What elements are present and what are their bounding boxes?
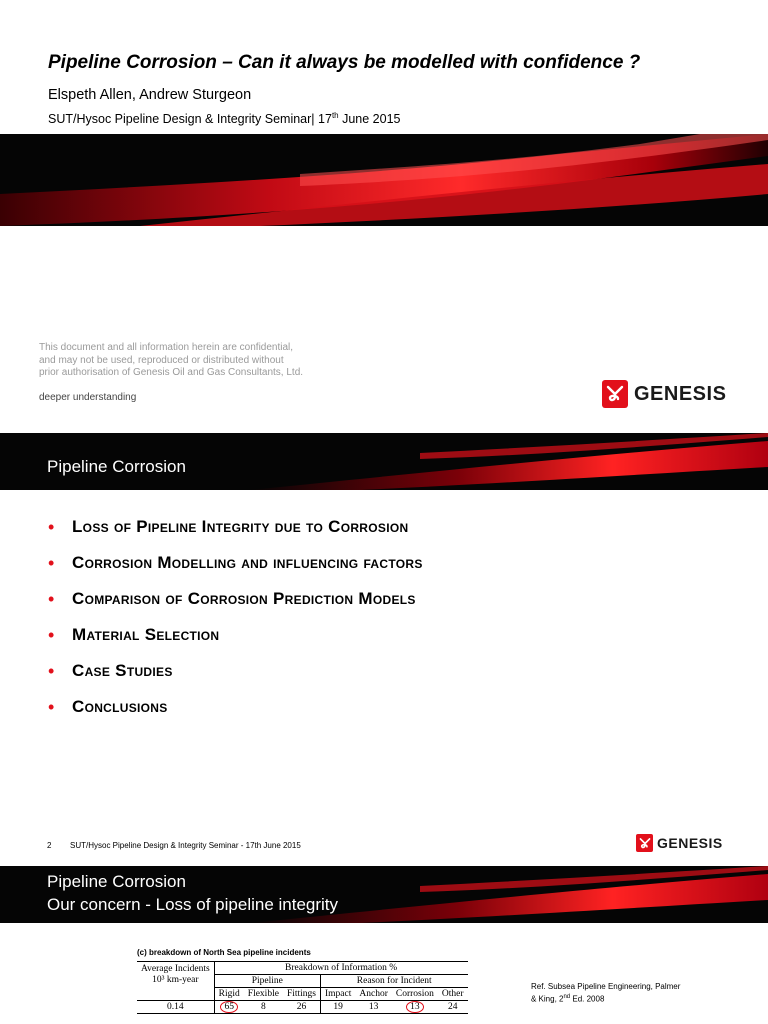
breakdown-header: Breakdown of Information % <box>214 962 467 975</box>
table-cell: 0.14 <box>137 1001 214 1014</box>
table-cell: 24 <box>447 1002 458 1012</box>
page-number: 2 <box>47 841 52 850</box>
banner-graphic <box>0 134 768 226</box>
reference-note <box>531 982 680 1005</box>
reference-text: & King, 2 <box>531 994 564 1004</box>
col-header: Other <box>441 989 464 999</box>
avg-header-line-2: 10³ km-year <box>152 974 199 985</box>
col-header: Impact <box>324 989 352 999</box>
bullet-icon: • <box>48 589 55 609</box>
genesis-logo-icon <box>636 834 653 852</box>
table-cell: 8 <box>260 1002 266 1012</box>
slide3-heading-1: Pipeline Corrosion <box>47 872 186 891</box>
table-row <box>137 1001 468 1014</box>
authors: Elspeth Allen, Andrew Sturgeon <box>48 87 252 103</box>
col-header: Fittings <box>283 988 321 1001</box>
bullet-icon: • <box>48 517 55 537</box>
genesis-logo-text: GENESIS <box>657 835 723 851</box>
section-heading: Pipeline Corrosion <box>47 457 186 476</box>
table-cell: 19 <box>333 1002 343 1012</box>
agenda-item-label: Case Studies <box>72 661 173 680</box>
title-banner <box>0 134 768 226</box>
bullet-icon: • <box>48 553 55 573</box>
seminar-superscript: th <box>331 111 339 120</box>
col-header: Rigid <box>218 989 240 999</box>
agenda-item-label: Conclusions <box>72 697 168 716</box>
agenda-item <box>48 588 423 624</box>
agenda-item-label: Material Selection <box>72 625 220 644</box>
reference-text-end: Ed. 2008 <box>570 994 605 1004</box>
bullet-icon: • <box>48 697 55 717</box>
table-cell: 26 <box>283 1001 321 1014</box>
bullet-icon: • <box>48 661 55 681</box>
section-banner <box>0 433 768 490</box>
slide3-heading-2: Our concern - Loss of pipeline integrity <box>47 895 339 914</box>
col-header: Flexible <box>247 989 279 999</box>
agenda-item <box>48 696 423 732</box>
col-header: Corrosion <box>395 989 434 999</box>
agenda-item <box>48 552 423 588</box>
avg-incidents-header <box>137 962 214 988</box>
confidentiality-notice <box>39 342 303 380</box>
footer-text: SUT/Hysoc Pipeline Design & Integrity Seminar - 17th June 2015 <box>70 841 301 850</box>
agenda-item <box>48 624 423 660</box>
slide3-banner <box>0 866 768 923</box>
tagline: deeper understanding <box>39 392 137 403</box>
agenda-item-label: Comparison of Corrosion Prediction Models <box>72 589 416 608</box>
table-caption: (c) breakdown of North Sea pipeline incidents <box>137 948 311 957</box>
confidential-line-2: and may not be used, reproduced or distributed without <box>39 354 284 366</box>
genesis-logo <box>602 380 726 408</box>
agenda-item-label: Loss of Pipeline Integrity due to Corrosion <box>72 517 409 536</box>
table-cell <box>214 1001 244 1014</box>
col-header: Anchor <box>359 989 388 999</box>
agenda-item <box>48 516 423 552</box>
avg-header-line-1: Average Incidents <box>141 963 210 974</box>
confidential-line-1: This document and all information herein are confidential, <box>39 342 294 353</box>
seminar-line <box>48 111 400 126</box>
reference-line-1: Ref. Subsea Pipeline Engineering, Palmer <box>531 982 681 991</box>
agenda-item <box>48 660 423 696</box>
genesis-logo-small <box>636 834 723 852</box>
agenda-list <box>48 516 423 732</box>
table-cell: 13 <box>368 1002 379 1012</box>
presentation-title: Pipeline Corrosion – Can it always be modelled with confidence ? <box>48 52 641 73</box>
agenda-item-label: Corrosion Modelling and influencing factors <box>72 553 423 572</box>
highlight-circle: 65 <box>220 1001 238 1013</box>
genesis-logo-text: GENESIS <box>634 382 727 405</box>
highlight-circle: 13 <box>406 1001 424 1013</box>
table-cell <box>392 1001 438 1014</box>
reference-line-2 <box>531 992 680 1005</box>
pipeline-group-header: Pipeline <box>214 975 320 988</box>
genesis-logo-icon <box>602 380 628 408</box>
seminar-suffix: June 2015 <box>338 112 401 127</box>
confidential-line-3: prior authorisation of Genesis Oil and Gas Consultants, Ltd. <box>39 367 304 378</box>
bullet-icon: • <box>48 625 55 645</box>
seminar-prefix: SUT/Hysoc Pipeline Design & Integrity Seminar| 17 <box>48 112 332 127</box>
incident-table <box>137 948 468 1014</box>
reference-sup: nd <box>563 994 571 1000</box>
reason-group-header: Reason for Incident <box>320 975 467 988</box>
